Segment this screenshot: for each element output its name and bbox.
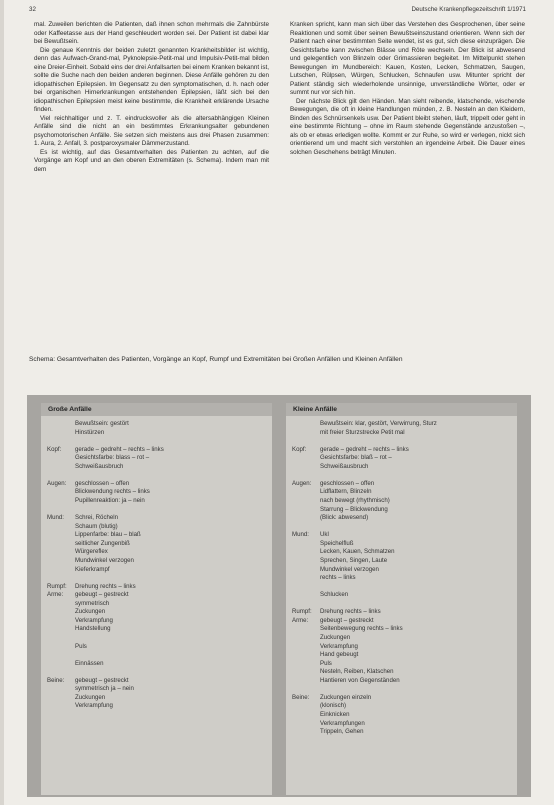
schema-line: Hand gebeugt <box>320 651 359 659</box>
schema-row-values <box>75 574 268 583</box>
paragraph: Der nächste Blick gilt den Händen. Man sieht reibende, klatschende, wischende Bewegungen, die oft in kleine Handlungen münden, z. B. Nesteln an den Kleidern, Binden des Schnürsenkels usw. Der Patient bleibt stehen, läuft, trippelt oder geht in eine bestimmte Richtung – ohne im Raum stehende Gegenstände anzustoßen –, als ob er etwas erledigen wollte. Kommt er zur Ruhe, so wird er verlegen, nickt sich orientierend um und macht sich verstohlen an irgendeine Arbeit. Die Dauer eines solchen Geschehens beträgt Minuten. <box>290 97 525 156</box>
schema-row-label <box>47 574 75 583</box>
schema-line: Schweißausbruch <box>320 462 369 470</box>
schema-line <box>75 506 268 515</box>
schema-row-values <box>75 446 268 472</box>
schema-line: gerade – gedreht – rechts – links <box>75 445 164 453</box>
schema-line <box>320 600 513 609</box>
schema-row-label <box>47 668 75 677</box>
schema-row-label: Mund: <box>292 531 309 539</box>
schema-line: Blickwendung rechts – links <box>75 488 150 496</box>
schema-rows <box>292 420 513 737</box>
schema-row <box>292 480 513 523</box>
schema-line <box>75 634 268 643</box>
schema-line: Mundwinkel verzogen <box>320 565 379 573</box>
schema-line: (Blick: abwesend) <box>320 514 369 522</box>
schema-line: Lippenfarbe: blau – blaß <box>75 531 141 539</box>
schema-row-values <box>320 617 513 668</box>
schema-row-label <box>47 437 75 446</box>
schema-line: gebeugt – gestreckt <box>75 591 129 599</box>
schema-row-values <box>75 506 268 515</box>
paragraph: Viel reichhaltiger und z. T. eindrucksvoller als die altersabhängigen Kleinen Anfälle sind die nicht an ein bestimmtes Erkrankungsalter gebundenen psychomotorischen Anfälle. Sie setzen sich meistens aus drei Phasen zusammen: 1. Aura, 2. Anfall, 3. postparoxysmaler Dämmerzustand. <box>34 114 269 148</box>
schema-row-values <box>320 600 513 609</box>
schema-row-values <box>75 514 268 574</box>
schema-line: Handstellung <box>75 625 111 633</box>
schema-line: nach bewegt (rhythmisch) <box>320 497 390 505</box>
schema-row-label: Arme: <box>292 616 309 624</box>
schema-line: Drehung rechts – links <box>320 608 381 616</box>
schema-row-label <box>292 437 320 446</box>
schema-row-label: Arme: <box>47 591 64 599</box>
schema-row <box>292 685 513 694</box>
schema-row <box>47 506 268 515</box>
schema-line: (klonisch) <box>320 702 347 710</box>
schema-line <box>320 523 513 532</box>
schema-line <box>75 651 268 660</box>
schema-row-values <box>320 694 513 737</box>
schema-row-values <box>75 471 268 480</box>
schema-line: seitlicher Zungenbiß <box>75 539 130 547</box>
schema-line: Sprechen, Singen, Laute <box>320 556 388 564</box>
schema-rows <box>47 420 268 711</box>
schema-row <box>292 694 513 737</box>
schema-line: Würgereflex <box>75 548 108 556</box>
schema-row-values <box>320 608 513 617</box>
schema-line: Zuckungen <box>75 608 106 616</box>
schema-line: Trippeln, Gehen <box>320 728 364 736</box>
schema-caption: Schema: Gesamtverhalten des Patienten, Vorgänge an Kopf, Rumpf und Extremitäten bei Großen Anfällen und Kleinen Anfällen <box>29 356 403 363</box>
schema-line: Drehung rechts – links <box>75 582 136 590</box>
schema-row <box>292 446 513 472</box>
schema-line: gebeugt – gestreckt <box>75 676 129 684</box>
schema-line <box>75 471 268 480</box>
schema-row-values <box>320 685 513 694</box>
schema-row-values <box>320 471 513 480</box>
schema-line: Seitenbewegung rechts – links <box>320 625 403 633</box>
paragraph: Die genaue Kenntnis der beiden zuletzt genannten Krankheitsbilder ist wichtig, denn das Aufwach-Grand-mal, Pyknolepsie-Petit-mal und Impulsiv-Petit-mal bilden eine Dreier-Einheit. Sobald eins der drei Anfallsarten bei einem Kranken bekannt ist, sollte die Suche nach den beiden anderen beginnen. Diese Anfälle gehören zu den idiopathischen Epilepsien. Im Gegensatz zu den symptomatischen, d. h. nach oder bei organischen Hirnerkrankungen entstehenden Epilepsien, läßt sich bei den idiopathischen Epilepsien meist keine bestimmte, die Krankheit erklärende Ursache finden. <box>34 46 269 114</box>
schema-row-values <box>320 531 513 599</box>
schema-row-label: Rumpf: <box>292 608 312 616</box>
schema-figure <box>27 395 531 797</box>
schema-row <box>47 446 268 472</box>
schema-line: Schweißausbruch <box>75 462 124 470</box>
schema-row <box>292 600 513 609</box>
schema-row-label <box>292 523 320 532</box>
schema-line: Speichelfluß <box>320 539 354 547</box>
schema-row-values <box>75 437 268 446</box>
schema-box-title: Große Anfälle <box>41 403 272 416</box>
schema-line <box>75 668 268 677</box>
schema-line: Bewußtsein: gestört <box>75 420 129 427</box>
schema-row-label <box>47 420 75 437</box>
schema-row <box>47 583 268 592</box>
schema-line: gebeugt – gestreckt <box>320 616 374 624</box>
schema-line: Ukl <box>320 531 329 539</box>
schema-row-label <box>292 685 320 694</box>
schema-row <box>47 668 268 677</box>
schema-row-label: Beine: <box>47 676 65 684</box>
left-text-column <box>34 21 269 174</box>
schema-row <box>47 471 268 480</box>
schema-line <box>320 685 513 694</box>
schema-row-label: Kopf: <box>47 445 62 453</box>
schema-row-label <box>47 506 75 515</box>
schema-line: Schaum (blutig) <box>75 522 118 530</box>
schema-line: Starrung – Blickwendung <box>320 505 388 513</box>
schema-line: Kieferkrampf <box>75 565 110 573</box>
schema-row-values <box>75 420 268 437</box>
schema-row-label: Beine: <box>292 693 310 701</box>
schema-line: Verkrampfung <box>75 702 113 710</box>
schema-line: Pupillenreaktion: ja – nein <box>75 497 145 505</box>
schema-line: Zuckungen einzeln <box>320 693 372 701</box>
schema-row <box>47 514 268 574</box>
page-number: 32 <box>29 6 36 13</box>
schema-row-values <box>320 437 513 446</box>
schema-row <box>47 420 268 437</box>
schema-line: Zuckungen <box>75 693 106 701</box>
schema-line: Gesichtsfarbe: blass – rot – <box>75 454 150 462</box>
schema-box-small-seizures <box>286 403 517 795</box>
page-edge <box>0 0 4 805</box>
schema-line: Puls <box>75 642 87 650</box>
schema-row-values <box>320 480 513 523</box>
schema-line: Puls <box>320 659 332 667</box>
schema-line: Schlucken <box>320 591 349 599</box>
schema-row <box>292 437 513 446</box>
schema-line: Einknicken <box>320 711 350 719</box>
schema-row-label: Augen: <box>292 479 312 487</box>
schema-line <box>75 574 268 583</box>
schema-row <box>292 608 513 617</box>
schema-row-label: Augen: <box>47 479 67 487</box>
schema-line: Nesteln, Reiben, Klatschen <box>320 668 394 676</box>
schema-line: Bewußtsein: klar, gestört, Verwirrung, Sturz <box>320 420 437 427</box>
schema-line: Verkrampfung <box>320 642 358 650</box>
schema-line <box>320 437 513 446</box>
schema-row-values <box>75 583 268 592</box>
paragraph: Kranken spricht, kann man sich über das Verstehen des Gesprochenen, über seine Reaktionen und somit über seinen Bewußtseinszustand orientieren. Wenn sich der Patient nach einer bestimmten Seite wendet, ist es gut, sich diese einzuprägen. Die Gesichtsfarbe kann zwischen Blässe und Röte wechseln. Der Blick ist abwesend und gelegentlich von Blinzeln oder Grimassieren begleitet. Im Mittelpunkt stehen Bewegungen im Mundbereich: Kauen, Kosten, Lecken, Schmatzen, Saugen, Lutschen, Rülpsen, Würgen, Schlucken, Schnaufen usw. Mitunter spricht der Patient ständig sich wiederholende unsinnige, unverständliche Wörter, oder er summt nur vor sich hin. <box>290 21 525 97</box>
schema-line: Hantieren von Gegenständen <box>320 676 400 684</box>
schema-row <box>47 480 268 506</box>
schema-row <box>292 523 513 532</box>
schema-row-label <box>292 668 320 685</box>
schema-line: Lecken, Kauen, Schmatzen <box>320 548 395 556</box>
schema-row <box>47 437 268 446</box>
schema-line: Schrei, Röcheln <box>75 514 119 522</box>
schema-row <box>47 591 268 668</box>
schema-row-values <box>75 591 268 668</box>
schema-row-values <box>75 668 268 677</box>
schema-row-label <box>47 471 75 480</box>
schema-row-label: Kopf: <box>292 445 307 453</box>
schema-row-label <box>292 471 320 480</box>
schema-line: Hinstürzen <box>75 428 105 436</box>
schema-line: mit freier Sturzstrecke Petit mal <box>320 428 405 436</box>
schema-line: Verkrampfungen <box>320 719 365 727</box>
schema-row-label <box>292 600 320 609</box>
schema-row-label <box>292 420 320 437</box>
schema-line: symmetrisch ja – nein <box>75 685 134 693</box>
schema-row <box>292 668 513 685</box>
schema-line: Zuckungen <box>320 633 351 641</box>
schema-row-values <box>320 446 513 472</box>
schema-row-values <box>320 523 513 532</box>
schema-row <box>292 531 513 599</box>
paragraph: Es ist wichtig, auf das Gesamtverhalten des Patienten zu achten, auf die Vorgänge am Kopf und an den oberen Extremitäten (s. Schema). Indem man mit dem <box>34 148 269 173</box>
schema-line <box>75 437 268 446</box>
schema-row-label: Mund: <box>47 514 64 522</box>
schema-line: geschlossen – offen <box>75 479 130 487</box>
schema-line: Verkrampfung <box>75 616 113 624</box>
schema-row-values <box>75 480 268 506</box>
schema-line: symmetrisch <box>75 599 110 607</box>
schema-box-large-seizures <box>41 403 272 795</box>
schema-line: rechts – links <box>320 574 356 582</box>
schema-box-title: Kleine Anfälle <box>286 403 517 416</box>
schema-row-label: Rumpf: <box>47 582 67 590</box>
schema-line: Lidflattern, Blinzeln <box>320 488 372 496</box>
schema-row <box>292 471 513 480</box>
paragraph: mal. Zuweilen berichten die Patienten, daß ihnen schon mehrmals die Zahnbürste oder Kaffeetasse aus der Hand geschleudert worden sei. Der Patient ist dabei klar bei Bewußtsein. <box>34 21 269 46</box>
schema-line <box>320 471 513 480</box>
schema-row-values <box>320 668 513 685</box>
schema-row <box>47 677 268 711</box>
right-text-column <box>290 21 525 157</box>
schema-row-values <box>320 420 513 437</box>
schema-line: gerade – gedreht – rechts – links <box>320 445 409 453</box>
schema-line: Gesichtsfarbe: blaß – rot – <box>320 454 392 462</box>
schema-line: Einnässen <box>75 659 104 667</box>
journal-title: Deutsche Krankenpflegezeitschrift 1/1971 <box>411 6 526 13</box>
schema-line: geschlossen – offen <box>320 479 375 487</box>
schema-row-values <box>75 677 268 711</box>
schema-row <box>292 420 513 437</box>
schema-line <box>320 583 513 592</box>
schema-row <box>47 574 268 583</box>
schema-line: Mundwinkel verzogen <box>75 556 134 564</box>
schema-row <box>292 617 513 668</box>
page-header <box>29 6 526 18</box>
